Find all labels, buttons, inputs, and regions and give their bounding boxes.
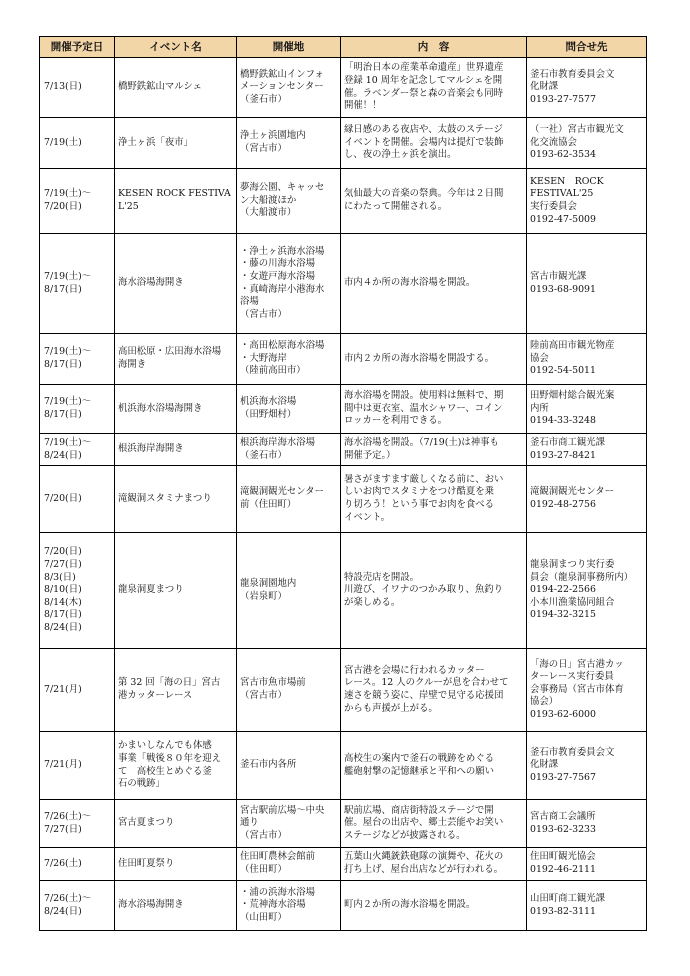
event-name-line: 海開き <box>118 359 147 370</box>
event-content <box>341 881 527 931</box>
event-date-line: 7/26(土)～ <box>44 892 92 904</box>
event-date-line: 7/21(月) <box>44 759 82 771</box>
event-contact <box>527 58 647 118</box>
table-row <box>40 118 647 169</box>
event-contact-line: 内所 <box>530 402 549 414</box>
event-contact-line: 釜石市教育委員会文 <box>530 746 615 758</box>
table-row <box>40 533 647 649</box>
event-content-line: 気仙最大の音楽の祭典。今年は２日間 <box>344 188 504 200</box>
event-name-line: 海水浴場海開き <box>118 899 184 911</box>
event-venue <box>237 800 341 848</box>
event-name <box>115 385 237 434</box>
event-venue-line: （宮古市） <box>240 143 287 154</box>
event-content-line: 開催！！ <box>344 100 382 112</box>
table-row <box>40 385 647 434</box>
event-content-line: 「明治日本の産業革命遺産」世界遺産 <box>344 62 504 74</box>
table-row <box>40 434 647 466</box>
event-content-line: 市内２カ所の海水浴場を開設する。 <box>344 352 495 364</box>
event-content <box>341 334 527 385</box>
header-venue: 開催地 <box>237 37 341 58</box>
event-content-line: 海水浴場を開設。使用料は無料で、期 <box>344 390 504 402</box>
event-content-line: 開催予定。） <box>344 449 396 461</box>
event-content <box>341 58 527 118</box>
event-venue <box>237 434 341 466</box>
event-venue-line: ・高田松原海水浴場 <box>240 340 325 352</box>
event-name <box>115 334 237 385</box>
event-contact-line: 0192-48-2756 <box>530 499 596 510</box>
event-contact-line: 宮古市観光課 <box>530 270 587 282</box>
event-date-line: 7/26(土)～ <box>44 810 92 822</box>
event-content-line: り切ろう！という事でお肉を食べる <box>344 499 495 510</box>
event-name-line: 第 32 回「海の日」宮古 <box>118 677 221 689</box>
event-content <box>341 800 527 848</box>
event-contact-line: 協会 <box>530 352 549 364</box>
event-venue <box>237 234 341 334</box>
event-contact-line: 0193-62-3233 <box>530 823 596 835</box>
event-venue-line: 釜石市内各所 <box>240 759 297 771</box>
event-contact <box>527 118 647 169</box>
event-content-line: にわたって開催される。 <box>344 201 448 212</box>
event-contact-line: 宮古商工会議所 <box>530 810 596 822</box>
event-content-line: 打ち上げ、屋台出店などが行われる。 <box>344 864 504 875</box>
event-date-line: 7/19(土) <box>44 136 82 148</box>
event-content-line: 間中は更衣室、温水シャワー、コイン <box>344 402 503 414</box>
event-venue-line: ・浦の浜海水浴場 <box>240 886 316 898</box>
event-date <box>40 334 115 385</box>
event-name-line: 龍泉洞夏まつり <box>118 584 184 596</box>
table-row <box>40 800 647 848</box>
event-contact <box>527 334 647 385</box>
event-venue <box>237 848 341 881</box>
event-venue-line: 根浜海岸海水浴場 <box>240 436 316 448</box>
event-content-line: 登録 10 周年を記念してマルシェを開 <box>344 74 503 86</box>
event-venue <box>237 732 341 800</box>
event-content-line: しいお肉でスタミナをつけ酷夏を乗 <box>344 486 495 498</box>
event-date <box>40 848 115 881</box>
event-contact-line: 0192-47-5009 <box>530 213 596 225</box>
event-contact-line: 0192-54-5011 <box>530 365 596 377</box>
event-content-line: 駅前広場、商店街特設ステージで開 <box>344 804 494 816</box>
event-contact <box>527 649 647 732</box>
event-date <box>40 434 115 466</box>
event-venue-line: （宮古市） <box>240 829 287 841</box>
event-contact-line: 0192-46-2111 <box>530 864 596 875</box>
event-date-line: 7/27(日) <box>44 559 82 571</box>
event-venue-line: ・真崎海岸小港海水 <box>240 283 325 295</box>
event-venue-line: （田野畑村） <box>240 409 297 420</box>
event-contact <box>527 466 647 533</box>
table-row <box>40 169 647 234</box>
table-row <box>40 466 647 533</box>
event-venue <box>237 533 341 649</box>
event-venue <box>237 169 341 234</box>
event-date-line: 7/20(日) <box>44 201 82 212</box>
event-contact-line: （一社）宮古市観光文 <box>530 124 624 136</box>
event-content-line: 速さを競う姿に、岸壁で見守る応援団 <box>344 690 504 701</box>
event-venue-line: （陸前高田市） <box>240 365 306 377</box>
event-date <box>40 881 115 931</box>
event-venue-line: ・大野海岸 <box>240 352 287 364</box>
header-row <box>40 37 647 58</box>
event-venue-line: （宮古市） <box>240 308 287 320</box>
event-content <box>341 234 527 334</box>
event-name <box>115 118 237 169</box>
event-venue-line: 浴場 <box>240 296 259 308</box>
event-venue-line: （岩泉町） <box>240 590 287 602</box>
event-date-line: 7/19(土)～ <box>44 396 92 408</box>
event-content <box>341 848 527 881</box>
event-date-line: 8/24(日) <box>44 449 82 461</box>
event-name-line: 根浜海岸海開き <box>118 443 184 455</box>
event-venue-line: 橋野鉄鉱山インフォ <box>240 68 324 80</box>
event-contact-line: 田野畑村総合観光案 <box>530 390 615 402</box>
header-date: 開催予定日 <box>40 37 115 58</box>
event-venue-line: 龍泉洞園地内 <box>240 577 297 589</box>
event-date-line: 7/26(土) <box>44 857 82 869</box>
event-content <box>341 533 527 649</box>
event-venue-line: ・女遊戸海水浴場 <box>240 270 316 282</box>
event-content-line: 宮古港を会場に行われるカッター <box>344 664 485 676</box>
event-contact-line: 化財課 <box>530 759 559 771</box>
event-name <box>115 732 237 800</box>
event-contact-line: 0193-82-3111 <box>530 905 596 917</box>
event-contact <box>527 169 647 234</box>
event-venue <box>237 385 341 434</box>
event-content-line: ステージなどが披露される。 <box>344 829 466 841</box>
event-venue-line: 住田町農林会館前 <box>240 851 316 863</box>
event-contact <box>527 234 647 334</box>
event-venue-line: 通り <box>240 817 259 829</box>
event-name-line: 宮古夏まつり <box>118 817 175 829</box>
event-name-line: 石の戦跡」 <box>118 778 165 790</box>
event-content <box>341 169 527 234</box>
event-contact <box>527 881 647 931</box>
table-row <box>40 848 647 881</box>
event-date-line: 7/19(土)～ <box>44 188 92 200</box>
event-content-line: 市内４か所の海水浴場を開設。 <box>344 277 476 289</box>
event-content <box>341 649 527 732</box>
event-date <box>40 234 115 334</box>
event-date <box>40 732 115 800</box>
event-contact <box>527 533 647 649</box>
event-venue <box>237 466 341 533</box>
event-name-line: KESEN ROCK FESTIVAL'25 <box>118 188 231 212</box>
event-content-line: 海水浴場を開設。（7/19(土)は神事も <box>344 436 499 448</box>
event-content-line: イベント。 <box>344 511 391 523</box>
event-contact-line: 0193-27-7567 <box>530 771 596 783</box>
event-name-line: 高田松原・広田海水浴場 <box>118 346 222 358</box>
event-contact-line: 0194-33-3248 <box>530 415 596 427</box>
event-contact-line: 化財課 <box>530 81 559 93</box>
table-row <box>40 234 647 334</box>
event-name-line: 机浜海水浴場海開き <box>118 402 203 414</box>
event-venue <box>237 881 341 931</box>
event-venue-line: ・藤の川海水浴場 <box>240 258 316 270</box>
header-content: 内 容 <box>341 37 527 58</box>
event-date <box>40 800 115 848</box>
table-row <box>40 881 647 931</box>
event-venue-line: 夢海公園、キャッセ <box>240 182 325 194</box>
event-contact-line: 会事務局（宮古市体育 <box>530 683 624 695</box>
event-contact-line: 住田町観光協会 <box>530 851 596 863</box>
event-name-line: 事業「戦後８０年を迎え <box>118 752 222 764</box>
event-contact-line: 0193-62-6000 <box>530 708 596 720</box>
event-contact-line: 0193-27-8421 <box>530 449 596 461</box>
event-date <box>40 169 115 234</box>
event-name-line: かまいしなんでも体感 <box>118 740 212 752</box>
event-date-line: 7/20(日) <box>44 546 82 558</box>
event-content <box>341 434 527 466</box>
event-date <box>40 533 115 649</box>
event-contact-line: 員会（龍泉洞事務所内） <box>530 571 634 583</box>
event-content-line: 暑さがますます厳しくなる前に、おい <box>344 473 504 485</box>
event-date <box>40 649 115 732</box>
event-contact-line: 0193-27-7577 <box>530 93 596 105</box>
event-date-line: 8/17(日) <box>44 359 82 370</box>
event-contact-line: 実行委員会 <box>530 201 577 212</box>
event-content-line: レース。12 人のクルーが息を合わせて <box>344 677 509 689</box>
events-table <box>39 36 647 931</box>
event-venue-line: （大船渡市） <box>240 207 297 219</box>
event-contact <box>527 434 647 466</box>
event-contact-line: ターレース実行委員 <box>530 671 614 683</box>
event-date-line: 7/20(日) <box>44 492 82 504</box>
event-name-line: 港カッターレース <box>118 690 193 701</box>
event-name-line: 住田町夏祭り <box>118 857 175 869</box>
table-row <box>40 732 647 800</box>
event-content-line: 催。ラベンダー祭と森の音楽会も同時 <box>344 87 504 99</box>
event-contact-line: 龍泉洞まつり実行委 <box>530 559 615 571</box>
header-contact: 問合せ先 <box>527 37 647 58</box>
event-venue-line: ・浄土ヶ浜海水浴場 <box>240 245 325 257</box>
event-content <box>341 466 527 533</box>
event-date-line: 7/21(月) <box>44 683 82 695</box>
event-venue-line: ン大船渡ほか <box>240 194 297 206</box>
event-contact-line: 陸前高田市観光物産 <box>530 340 615 352</box>
event-date <box>40 58 115 118</box>
event-venue <box>237 118 341 169</box>
event-name <box>115 848 237 881</box>
event-contact <box>527 800 647 848</box>
table-row <box>40 649 647 732</box>
event-venue-line: メーションセンター <box>240 81 324 93</box>
event-name-line: 浄土ヶ浜「夜市」 <box>118 136 194 148</box>
event-contact-line: 化交流協会 <box>530 136 577 148</box>
table-row <box>40 58 647 118</box>
event-contact <box>527 732 647 800</box>
event-content-line: し、夜の浄土ヶ浜を演出。 <box>344 149 457 161</box>
event-name-line: 海水浴場海開き <box>118 277 184 289</box>
event-name <box>115 434 237 466</box>
event-contact-line: 山田町商工観光課 <box>530 892 606 904</box>
event-venue-line: （宮古市） <box>240 690 287 701</box>
event-content-line: 特設売店を開設。 <box>344 571 420 583</box>
event-contact-line: 0193-68-9091 <box>530 283 596 295</box>
event-contact-line: 「海の日」宮古港カッ <box>530 658 624 670</box>
event-venue <box>237 58 341 118</box>
event-contact-line: 0194-22-2566 <box>530 584 596 596</box>
event-date-line: 7/19(土)～ <box>44 346 92 358</box>
event-venue-line: 宮古駅前広場～中央 <box>240 804 325 816</box>
event-content <box>341 118 527 169</box>
event-venue-line: （釜石市） <box>240 93 287 105</box>
event-date-line: 8/10(日) <box>44 584 82 596</box>
event-date-line: 7/13(日) <box>44 81 82 93</box>
event-contact <box>527 848 647 881</box>
event-name <box>115 533 237 649</box>
event-content-line: 五葉山火縄銃鉄砲隊の演舞や、花火の <box>344 851 504 863</box>
event-name <box>115 649 237 732</box>
event-contact-line: 協会） <box>530 696 559 708</box>
event-name <box>115 800 237 848</box>
event-date-line: 7/19(土)～ <box>44 270 92 282</box>
event-name <box>115 466 237 533</box>
event-name-line: て 高校生とめぐる釜 <box>118 765 212 777</box>
event-content-line: 町内２か所の海水浴場を開設。 <box>344 899 476 911</box>
event-date-line: 8/17(日) <box>44 283 82 295</box>
event-date-line: 8/24(日) <box>44 621 82 633</box>
table-row <box>40 334 647 385</box>
event-contact-line: 0193-62-3534 <box>530 149 596 161</box>
event-venue <box>237 334 341 385</box>
event-content-line: 艦砲射撃の記憶継承と平和への願い <box>344 765 495 777</box>
event-date <box>40 118 115 169</box>
event-content-line: 川遊び、イワナのつかみ取り、魚釣り <box>344 584 504 596</box>
event-contact-line: 0194-32-3215 <box>530 609 596 621</box>
event-contact <box>527 385 647 434</box>
event-contact-line: 小本川漁業協同組合 <box>530 596 615 608</box>
event-venue-line: 浄土ヶ浜園地内 <box>240 130 306 142</box>
event-date-line: 8/17(日) <box>44 609 82 621</box>
event-name <box>115 234 237 334</box>
event-name <box>115 881 237 931</box>
event-venue-line: 滝観洞観光センター <box>240 486 325 498</box>
event-contact-line: KESEN ROCK <box>530 175 604 187</box>
event-contact-line: FESTIVAL'25 <box>530 188 594 200</box>
event-content-line: ロッカーを利用できる。 <box>344 415 447 427</box>
event-date-line: 8/3(日) <box>44 571 76 583</box>
event-venue-line: 前（住田町） <box>240 499 297 510</box>
event-name <box>115 169 237 234</box>
event-content-line: 高校生の案内で釜石の戦跡をめぐる <box>344 752 495 764</box>
event-date <box>40 466 115 533</box>
event-content-line: イベントを開催。会場内は提灯で装飾 <box>344 136 504 148</box>
event-date-line: 8/17(日) <box>44 409 82 420</box>
event-name-line: 滝観洞スタミナまつり <box>118 492 212 504</box>
event-date-line: 8/24(日) <box>44 905 82 917</box>
event-venue-line: 宮古市魚市場前 <box>240 677 306 689</box>
event-venue-line: （住田町） <box>240 864 287 875</box>
event-venue-line: （釜石市） <box>240 449 287 461</box>
event-content <box>341 732 527 800</box>
event-venue <box>237 649 341 732</box>
event-date-line: 7/27(日) <box>44 823 82 835</box>
event-contact-line: 釜石市商工観光課 <box>530 436 606 448</box>
event-name <box>115 58 237 118</box>
event-content-line: 催。屋台の出店や、郷土芸能やお笑い <box>344 817 504 829</box>
event-contact-line: 滝観洞観光センター <box>530 486 615 498</box>
event-venue-line: （山田町） <box>240 911 287 923</box>
event-contact-line: 釜石市教育委員会文 <box>530 68 615 80</box>
event-venue-line: 机浜海水浴場 <box>240 396 297 408</box>
event-venue-line: ・荒神海水浴場 <box>240 899 306 911</box>
event-content-line: からも声援が上がる。 <box>344 702 438 714</box>
event-date-line: 7/19(土)～ <box>44 436 92 448</box>
event-name-line: 橋野鉄鉱山マルシェ <box>118 81 202 93</box>
event-content <box>341 385 527 434</box>
header-event-name: イベント名 <box>115 37 237 58</box>
event-date <box>40 385 115 434</box>
event-content-line: が楽しめる。 <box>344 596 401 608</box>
event-date-line: 8/14(木) <box>44 596 82 608</box>
event-content-line: 縁日感のある夜店や、太鼓のステージ <box>344 124 503 136</box>
